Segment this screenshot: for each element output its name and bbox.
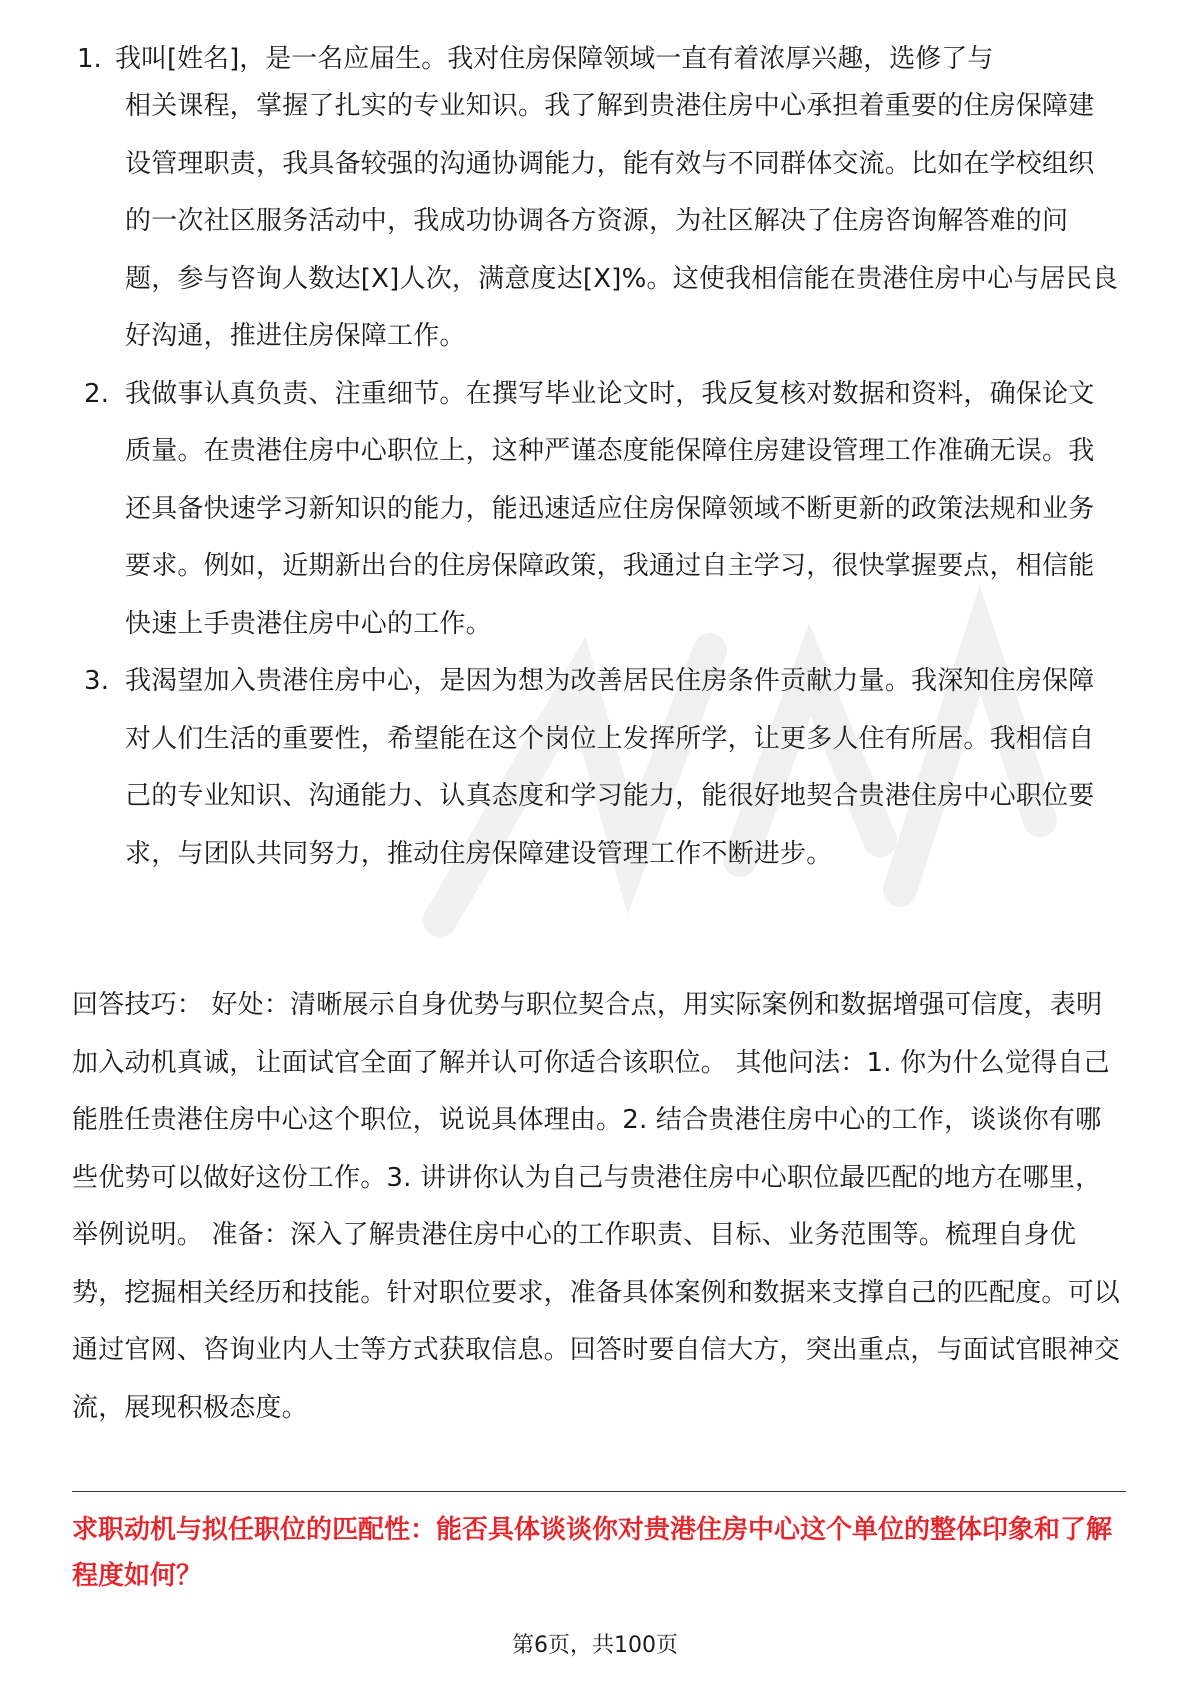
list-number: 2. [84, 378, 110, 409]
cut-line-text: 我叫[姓名]，是一名应届生。我对住房保障领域一直有着浓厚兴趣，选修了与 [115, 44, 994, 74]
list-number: 3. [84, 666, 110, 696]
answer-text: 相关课程，掌握了扎实的专业知识。我了解到贵港住房中心承担着重要的住房保障建设管理职责，我具备较强的沟通协调能力，能有效与不同群体交流。比如在学校组织的一次社区服务活动中，我成功协调各方资源，为社区解决了住房咨询解答难的问题，参与咨询人数达[X]人次，满意度达[X]%。这使我相信能在贵港住房中心与居民良好沟通，推进住房保障工作。 [125, 91, 1119, 351]
list-number: 1. [77, 44, 102, 74]
previous-page-cut-line [77, 30, 1115, 74]
section-divider [72, 1491, 1126, 1492]
answer-item-2 [80, 366, 1120, 654]
answer-item-3 [80, 653, 1120, 883]
answer-item-1 [80, 78, 1120, 366]
answer-text: 我做事认真负责、注重细节。在撰写毕业论文时，我反复核对数据和资料，确保论文质量。在贵港住房中心职位上，这种严谨态度能保障住房建设管理工作准确无误。我还具备快速学习新知识的能力，能迅速适应住房保障领域不断更新的政策法规和业务要求。例如，近期新出台的住房保障政策，我通过自主学习，很快掌握要点，相信能快速上手贵港住房中心的工作。 [125, 378, 1095, 639]
answer-tips-paragraph: 回答技巧： 好处：清晰展示自身优势与职位契合点，用实际案例和数据增强可信度，表明加入动机真诚，让面试官全面了解并认可你适合该职位。 其他问法：1. 你为什么觉得自己能胜任贵港住房中心这个职位，说说具体理由。2. 结合贵港住房中心的工作，谈谈你有哪些优势可以做好这份工作。3. 讲讲你认为自己与贵港住房中心职位最匹配的地方在哪里，举例说明。 准备：深入了解贵港住房中心的工作职责、目标、业务范围等。梳理自身优势，挖掘相关经历和技能。针对职位要求，准备具体案例和数据来支撑自己的匹配度。可以通过官网、咨询业内人士等方式获取信息。回答时要自信大方，突出重点，与面试官眼神交流，展现积极态度。 [72, 990, 1121, 1423]
page-footer: 第6页，共100页 [512, 1633, 678, 1658]
answer-list [80, 78, 1120, 883]
answer-text: 我渴望加入贵港住房中心，是因为想为改善居民住房条件贡献力量。我深知住房保障对人们生活的重要性，希望能在这个岗位上发挥所学，让更多人住有所居。我相信自己的专业知识、沟通能力、认真态度和学习能力，能很好地契合贵港住房中心职位要求，与团队共同努力，推动住房保障建设管理工作不断进步。 [125, 666, 1095, 869]
next-question-heading: 求职动机与拟任职位的匹配性：能否具体谈谈你对贵港住房中心这个单位的整体印象和了解程度如何？ [72, 1515, 1113, 1591]
